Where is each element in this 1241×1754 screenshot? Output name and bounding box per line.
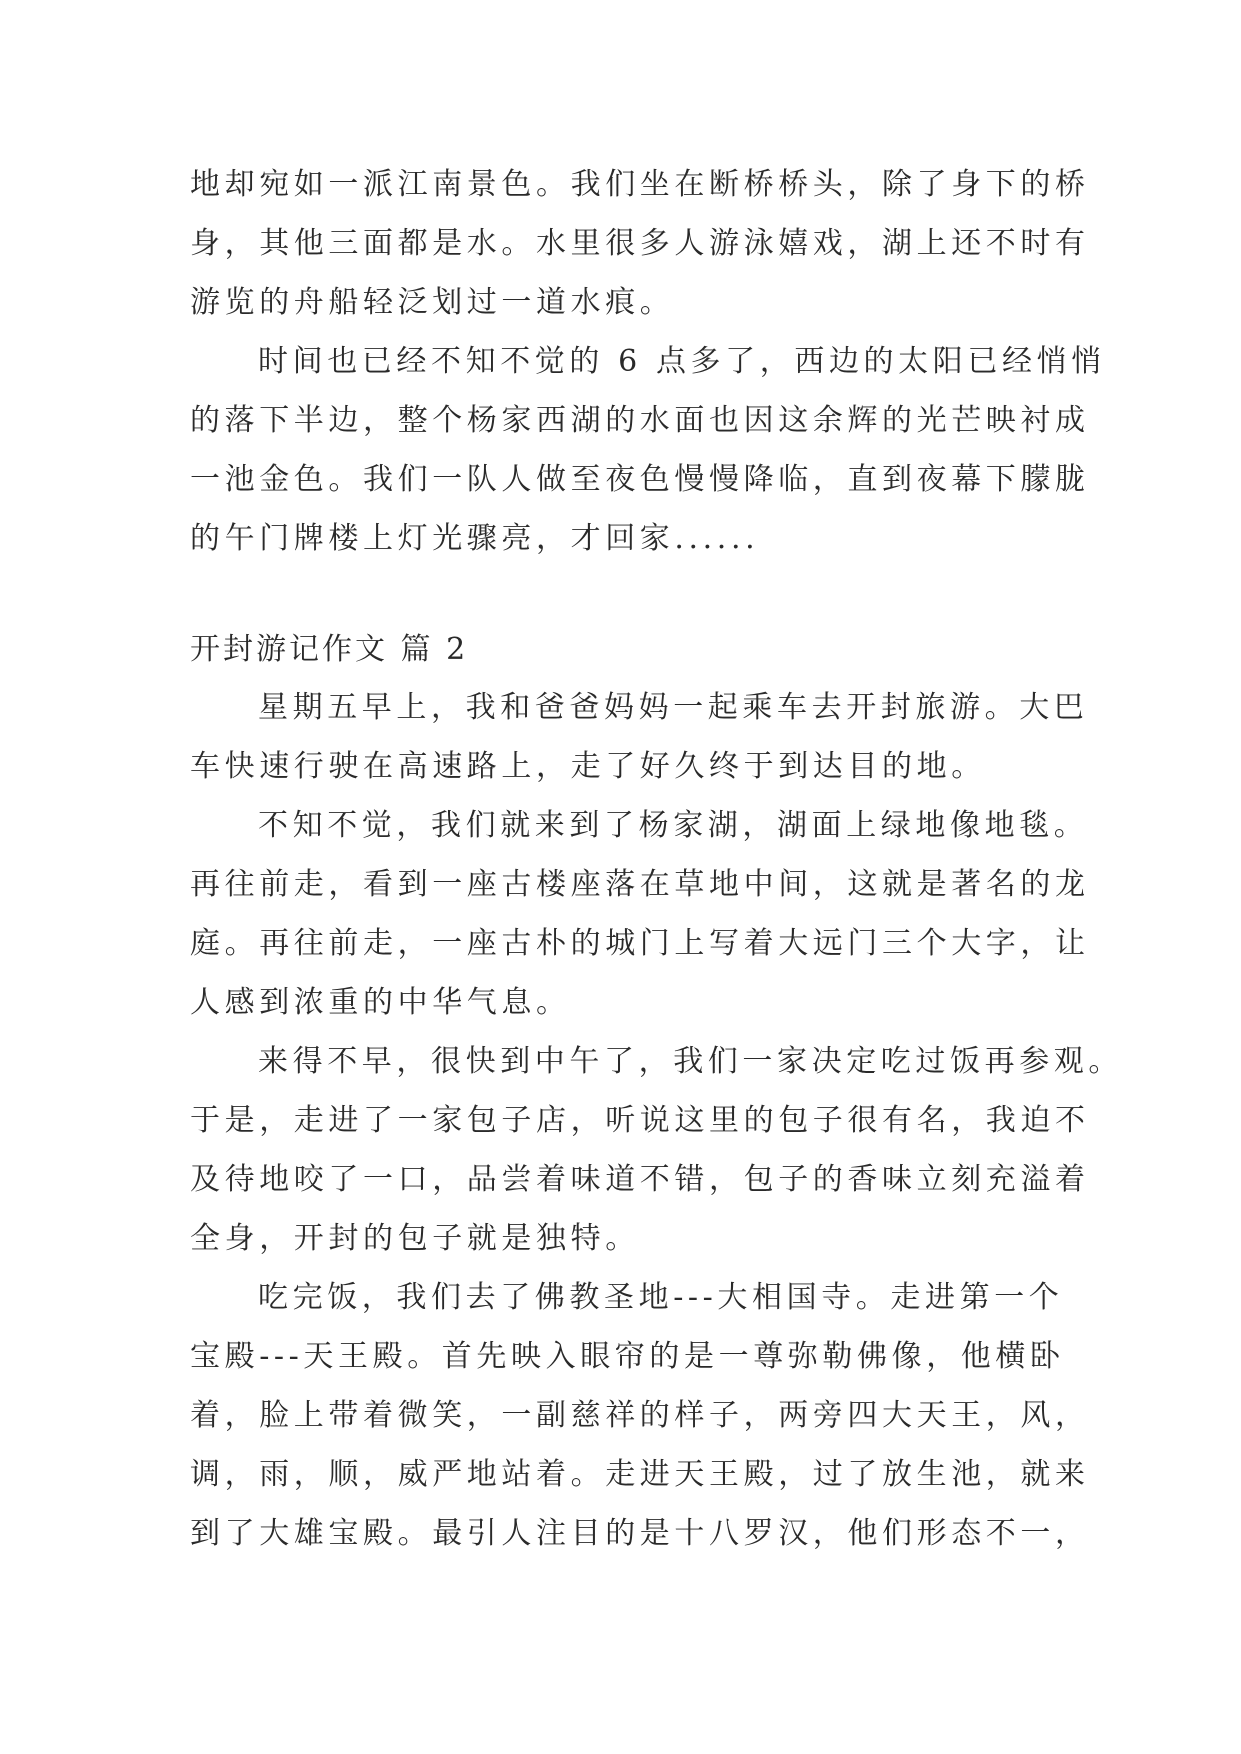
text-line: 于是，走进了一家包子店，听说这里的包子很有名，我迫不 (190, 1103, 1090, 1138)
essay-section-1 (190, 155, 1106, 568)
text-line: 及待地咬了一口，品尝着味道不错，包子的香味立刻充溢着 (190, 1162, 1090, 1197)
text-line: 地却宛如一派江南景色。我们坐在断桥桥头，除了身下的桥 (190, 167, 1090, 202)
essay-section-2 (190, 678, 1123, 1563)
text-line: 车快速行驶在高速路上，走了好久终于到达目的地。 (190, 749, 986, 784)
text-line: 人感到浓重的中华气息。 (190, 985, 571, 1020)
text-line: 的午门牌楼上灯光骤亮，才回家...... (190, 521, 760, 556)
text-line: 宝殿---天王殿。首先映入眼帘的是一尊弥勒佛像，他横卧 (190, 1339, 1065, 1374)
text-line: 的落下半边，整个杨家西湖的水面也因这余辉的光芒映衬成 (190, 403, 1090, 438)
text-line: 身，其他三面都是水。水里很多人游泳嬉戏，湖上还不时有 (190, 226, 1090, 261)
text-line: 吃完饭，我们去了佛教圣地---大相国寺。走进第一个 (258, 1280, 1064, 1315)
text-line: 不知不觉，我们就来到了杨家湖，湖面上绿地像地毯。 (258, 808, 1089, 843)
text-line: 游览的舟船轻泛划过一道水痕。 (190, 285, 675, 320)
text-line: 时间也已经不知不觉的 6 点多了，西边的太阳已经悄悄 (258, 344, 1106, 379)
text-line: 来得不早，很快到中午了，我们一家决定吃过饭再参观。 (258, 1044, 1123, 1079)
text-line: 着，脸上带着微笑，一副慈祥的样子，两旁四大天王，风， (190, 1398, 1090, 1433)
text-line: 星期五早上，我和爸爸妈妈一起乘车去开封旅游。大巴 (258, 690, 1089, 725)
text-line: 全身，开封的包子就是独特。 (190, 1221, 640, 1256)
text-line: 再往前走，看到一座古楼座落在草地中间，这就是著名的龙 (190, 867, 1090, 902)
text-line: 庭。再往前走，一座古朴的城门上写着大远门三个大字，让 (190, 926, 1090, 961)
text-line: 一池金色。我们一队人做至夜色慢慢降临，直到夜幕下朦胧 (190, 462, 1090, 497)
section-heading: 开封游记作文 篇 2 (190, 632, 469, 667)
text-line: 调，雨，顺，威严地站着。走进天王殿，过了放生池，就来 (190, 1457, 1090, 1492)
text-line: 到了大雄宝殿。最引人注目的是十八罗汉，他们形态不一， (190, 1516, 1090, 1551)
